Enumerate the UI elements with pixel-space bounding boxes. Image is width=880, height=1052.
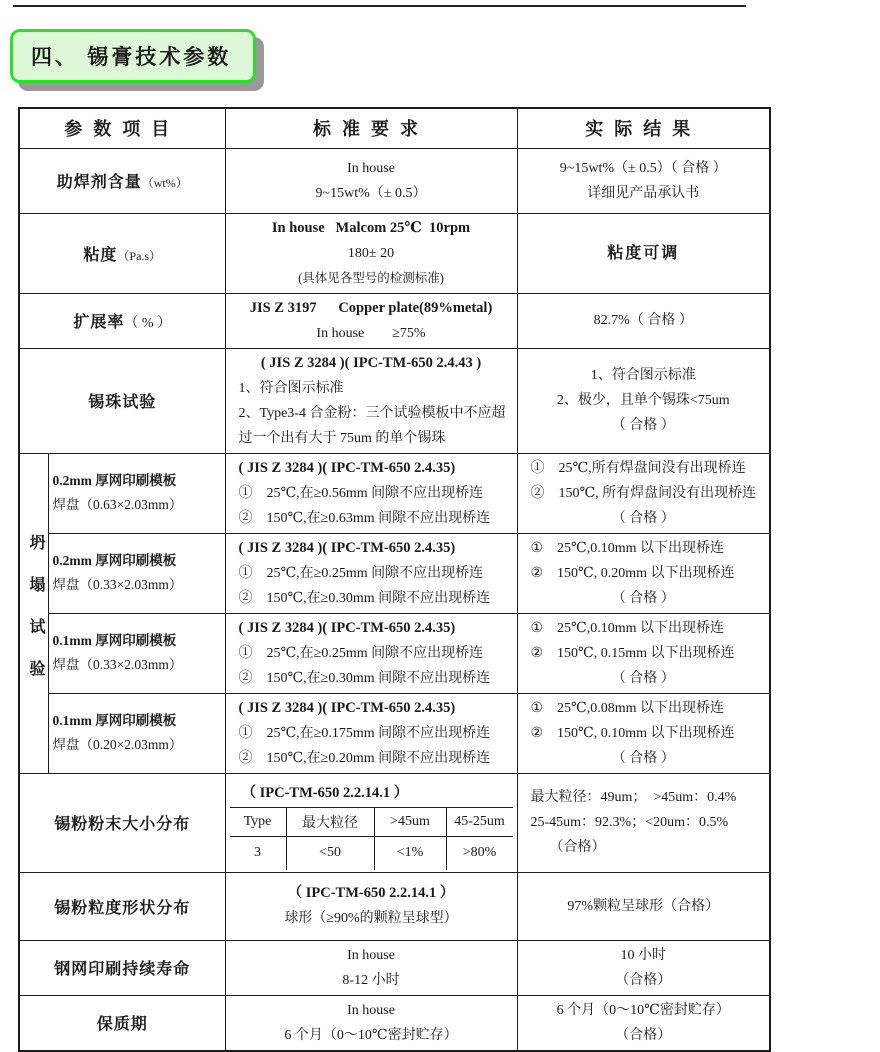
grid-header-type: Type xyxy=(230,808,287,837)
cell-slump-group-label xyxy=(19,453,48,773)
cell-slump-result-1: ① 25℃,所有焊盘间没有出现桥连 ② 150℃, 所有焊盘间没有出现桥连 （ 合格 ） xyxy=(517,453,770,533)
grid-value-45-25: >80% xyxy=(462,845,497,860)
cell-slump-result-3: ① 25℃,0.10mm 以下出现桥连 ② 150℃, 0.15mm 以下出现桥连 （ 合格 ） xyxy=(517,613,770,693)
row-viscosity xyxy=(19,213,770,293)
cell-result-solder-ball: 1、符合图示标准 2、极少，且单个锡珠<75um （ 合格 ） xyxy=(517,348,770,453)
cell-standard-shelf-life: In house 6 个月（0～10℃密封贮存） xyxy=(225,995,517,1051)
row-stencil-life xyxy=(19,940,770,995)
cell-param-powder-shape: 锡粉粒度形状分布 xyxy=(19,872,225,940)
top-horizontal-rule xyxy=(13,5,746,7)
header-cell-standard: 标准要求 xyxy=(225,108,517,148)
section-title: 四、 锡膏技术参数 xyxy=(31,45,232,69)
row-flux-content xyxy=(19,148,770,213)
row-powder-size xyxy=(19,773,770,872)
grid-value-gt45: <1% xyxy=(375,837,447,870)
cell-standard-stencil-life: In house 8-12 小时 xyxy=(225,940,517,995)
header-cell-parameter: 参数项目 xyxy=(19,108,225,148)
cell-standard-solder-ball: ( JIS Z 3284 )( IPC-TM-650 2.4.43 ) 1、符合图示标准 2、Type3-4 合金粉：三个试验模板中不应超过一个出有大于 75um 的单个锡珠 xyxy=(225,348,517,453)
grid-header-45-25: 45-25um xyxy=(447,808,513,837)
header-cell-result: 实际结果 xyxy=(517,108,770,148)
cell-slump-standard-1: ( JIS Z 3284 )( IPC-TM-650 2.4.35) ① 25℃,在≥0.56mm 间隙不应出现桥连 ② 150℃,在≥0.63mm 间隙不应出现桥连 xyxy=(225,453,517,533)
powder-size-standard-ref: （ IPC-TM-650 2.2.14.1 ） xyxy=(230,776,513,808)
grid-value-max-size: <50 xyxy=(287,837,375,870)
cell-standard-spread: JIS Z 3197 Copper plate(89%metal) In house ≥75% xyxy=(225,293,517,348)
powder-size-grid xyxy=(230,808,513,870)
cell-slump-standard-2: ( JIS Z 3284 )( IPC-TM-650 2.4.35) ① 25℃,在≥0.25mm 间隙不应出现桥连 ② 150℃,在≥0.30mm 间隙不应出现桥连 xyxy=(225,533,517,613)
cell-slump-result-2: ① 25℃,0.10mm 以下出现桥连 ② 150℃, 0.20mm 以下出现桥连 （ 合格 ） xyxy=(517,533,770,613)
cell-result-stencil-life: 10 小时 （合格） xyxy=(517,940,770,995)
cell-result-shelf-life: 6 个月（0～10℃密封贮存） （合格） xyxy=(517,995,770,1051)
cell-slump-label-4: 0.1mm 厚网印刷模板 焊盘（0.20×2.03mm） xyxy=(48,693,225,773)
row-spread-rate xyxy=(19,293,770,348)
row-solder-ball-test xyxy=(19,348,770,453)
grid-header-gt45: >45um xyxy=(375,808,447,837)
cell-param-spread: 扩展率（ % ） xyxy=(19,293,225,348)
cell-param-flux: 助焊剂含量（wt%） xyxy=(19,148,225,213)
cell-slump-standard-3: ( JIS Z 3284 )( IPC-TM-650 2.4.35) ① 25℃,在≥0.25mm 间隙不应出现桥连 ② 150℃,在≥0.30mm 间隙不应出现桥连 xyxy=(225,613,517,693)
cell-param-powder-size: 锡粉粉末大小分布 xyxy=(19,773,225,872)
grid-header-max-size: 最大粒径 xyxy=(287,808,375,837)
row-slump-1 xyxy=(19,453,770,533)
cell-param-solder-ball: 锡珠试验 xyxy=(19,348,225,453)
cell-result-spread: 82.7%（ 合格 ） xyxy=(517,293,770,348)
cell-result-powder-size: 最大粒径：49um； >45um：0.4% 25-45um：92.3%；<20um：0.5% （合格） xyxy=(517,773,770,872)
row-powder-shape xyxy=(19,872,770,940)
cell-slump-label-2: 0.2mm 厚网印刷模板 焊盘（0.33×2.03mm） xyxy=(48,533,225,613)
cell-param-shelf-life: 保质期 xyxy=(19,995,225,1051)
cell-result-viscosity: 粘度可调 xyxy=(517,213,770,293)
row-shelf-life xyxy=(19,995,770,1051)
cell-param-stencil-life: 钢网印刷持续寿命 xyxy=(19,940,225,995)
cell-standard-flux: In house 9~15wt%（± 0.5） xyxy=(225,148,517,213)
cell-standard-powder-size xyxy=(225,773,517,872)
cell-standard-powder-shape: （ IPC-TM-650 2.2.14.1 ） 球形（≥90%的颗粒呈球型） xyxy=(225,872,517,940)
row-slump-4 xyxy=(19,693,770,773)
parameters-table xyxy=(18,107,771,1052)
cell-result-powder-shape: 97%颗粒呈球形（合格） xyxy=(517,872,770,940)
cell-slump-standard-4: ( JIS Z 3284 )( IPC-TM-650 2.4.35) ① 25℃,在≥0.175mm 间隙不应出现桥连 ② 150℃,在≥0.20mm 间隙不应出现桥连 xyxy=(225,693,517,773)
cell-standard-viscosity: In house Malcom 25℃ 10rpm 180± 20 (具体见各型号的检测标准) xyxy=(225,213,517,293)
row-slump-3 xyxy=(19,613,770,693)
table-header-row xyxy=(19,108,770,148)
slump-vertical-label: 坍塌试验 xyxy=(27,533,44,702)
cell-slump-label-3: 0.1mm 厚网印刷模板 焊盘（0.33×2.03mm） xyxy=(48,613,225,693)
cell-slump-result-4: ① 25℃,0.08mm 以下出现桥连 ② 150℃, 0.10mm 以下出现桥连 （ 合格 ） xyxy=(517,693,770,773)
powder-size-mini-table xyxy=(230,776,513,870)
cell-slump-label-1: 0.2mm 厚网印刷模板 焊盘（0.63×2.03mm） xyxy=(48,453,225,533)
row-slump-2 xyxy=(19,533,770,613)
cell-result-flux: 9~15wt%（± 0.5）（ 合格 ） 详细见产品承认书 xyxy=(517,148,770,213)
section-title-box xyxy=(10,29,256,83)
cell-param-viscosity: 粘度（Pa.s） xyxy=(19,213,225,293)
grid-value-type: 3 xyxy=(230,837,287,870)
